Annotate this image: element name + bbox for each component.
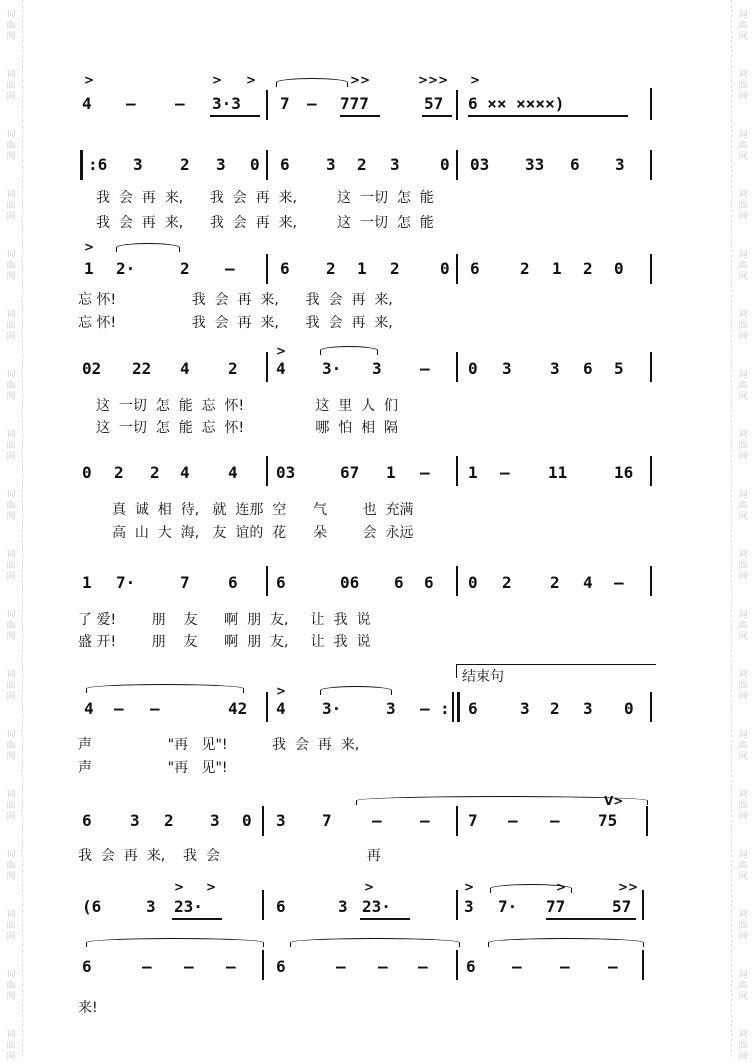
watermark-text: 词 曲 网 (738, 550, 748, 582)
watermark-text: 词 曲 网 (738, 610, 748, 642)
watermark-text: 词 曲 网 (6, 310, 16, 342)
lyric-verse-2: 声 "再 见"! (78, 760, 228, 776)
watermark-text: 词 曲 网 (6, 370, 16, 402)
watermark-text: 词 曲 网 (6, 130, 16, 162)
watermark-text: 词 曲 网 (738, 130, 748, 162)
lyric-verse-2: 我 会 再 来, 我 会 再 来, 这 一切 怎 能 (96, 215, 434, 231)
watermark-text: 词 曲 网 (738, 970, 748, 1002)
watermark-text: 词 曲 网 (738, 910, 748, 942)
watermark-text: 词 曲 网 (6, 550, 16, 582)
ending-label: 结束句 (462, 669, 504, 685)
lyric-verse-1: 我 会 再 来, 我 会 再 来, 这 一切 怎 能 (96, 190, 434, 206)
watermark-text: 词 曲 网 (738, 850, 748, 882)
lyric-verse-1: 声 "再 见"! 我 会 再 来, (78, 737, 360, 753)
watermark-text: 词 曲 网 (6, 670, 16, 702)
lyric-verse-1: 真 诚 相 待, 就 连那 空 气 也 充满 (112, 502, 414, 518)
ending-bracket-line (456, 664, 656, 665)
lyric-verse-1: 忘 怀! 我 会 再 来, 我 会 再 来, (78, 292, 393, 308)
watermark-text: 词 曲 网 (738, 190, 748, 222)
watermark-text: 词 曲 网 (738, 310, 748, 342)
watermark-text: 词 曲 网 (6, 910, 16, 942)
watermark-text: 词 曲 网 (6, 190, 16, 222)
lyric-verse-2: 忘 怀! 我 会 再 来, 我 会 再 来, (78, 315, 393, 331)
watermark-text: 词 曲 网 (6, 790, 16, 822)
watermark-text: 词 曲 网 (6, 610, 16, 642)
watermark-text: 词 曲 网 (6, 850, 16, 882)
watermark-text: 词 曲 网 (6, 730, 16, 762)
watermark-text: 词 曲 网 (738, 250, 748, 282)
lyric-verse-1: 我 会 再 来, 我 会 再 (78, 848, 381, 864)
lyric-final: 来! (78, 1000, 98, 1016)
lyric-verse-1: 了 爱! 朋 友 啊 朋 友, 让 我 说 (78, 612, 371, 628)
watermark-text: 词 曲 网 (738, 670, 748, 702)
watermark-text: 词 曲 网 (6, 970, 16, 1002)
lyric-verse-1: 这 一切 怎 能 忘 怀! 这 里 人 们 (96, 398, 399, 414)
watermark-text: 词 曲 网 (6, 430, 16, 462)
watermark-text: 词 曲 网 (738, 730, 748, 762)
watermark-text: 词 曲 网 (6, 10, 16, 42)
watermark-text: 词 曲 网 (6, 490, 16, 522)
watermark-text: 词 曲 网 (738, 370, 748, 402)
watermark-text: 词 曲 网 (738, 490, 748, 522)
watermark-text: 词 曲 网 (6, 1030, 16, 1062)
lyric-verse-2: 高 山 大 海, 友 谊的 花 朵 会 永远 (112, 525, 414, 541)
lyric-verse-2: 这 一切 怎 能 忘 怀! 哪 怕 相 隔 (96, 420, 399, 436)
watermark-text: 词 曲 网 (738, 1030, 748, 1062)
watermark-text: 词 曲 网 (6, 70, 16, 102)
watermark-text: 词 曲 网 (738, 790, 748, 822)
lyric-verse-2: 盛 开! 朋 友 啊 朋 友, 让 我 说 (78, 634, 371, 650)
watermark-text: 词 曲 网 (6, 250, 16, 282)
watermark-text: 词 曲 网 (738, 430, 748, 462)
music-score: > 4 — — > > 3·3 7 — >> 777 >>> 57 > 6 ×× ××××) :6 3 2 3 0 6 3 2 3 0 03 33 6 3 我 会 再 来, 我 会 再 来, 这 一切 怎 能 我 会 再 来, 我 会 再 来, 这 一切 怎 能 > 1 2· 2 — 6 2 1 2 0 6 2 1 2 0 忘 怀! 我 会 再 来, 我 会 再 来, 忘 怀! 我 会 再 来, 我 会 再 来, 02 22 4 2 > 4 3· 3 — 0 3 3 6 5 这 一切 怎 能 忘 怀! 这 里 人 们 这 一切 怎 能 忘 怀! 哪 怕 相 隔 0 2 2 4 4 03 67 1 — 1 — 11 16 真 诚 相 待, 就 连那 空 气 也 充满 高 山 大 海, 友 谊的 花 朵 会 永远 1 7· 7 6 6 06 6 6 0 2 2 4 — 了 爱! 朋 友 啊 朋 友, 让 我 说 盛 开! 朋 友 啊 朋 友, 让 我 说 结束句 4 — — 42 > 4 3· 3 — : 6 3 2 3 0 声 "再 见"! 我 会 再 来, 声 "再 见"! 6 3 2 3 0 3 7 — — 7 — — V> 75 我 会 再 来, 我 会 再 > > (6 3 23· 6 > 3 23· > 3 7· > 77 >> 57 6 — — — 6 — — — 6 — — — 来! (0, 0, 754, 1057)
watermark-text: 词 曲 网 (738, 70, 748, 102)
watermark-text: 词 曲 网 (738, 10, 748, 42)
ending-bracket-tick (456, 664, 457, 678)
